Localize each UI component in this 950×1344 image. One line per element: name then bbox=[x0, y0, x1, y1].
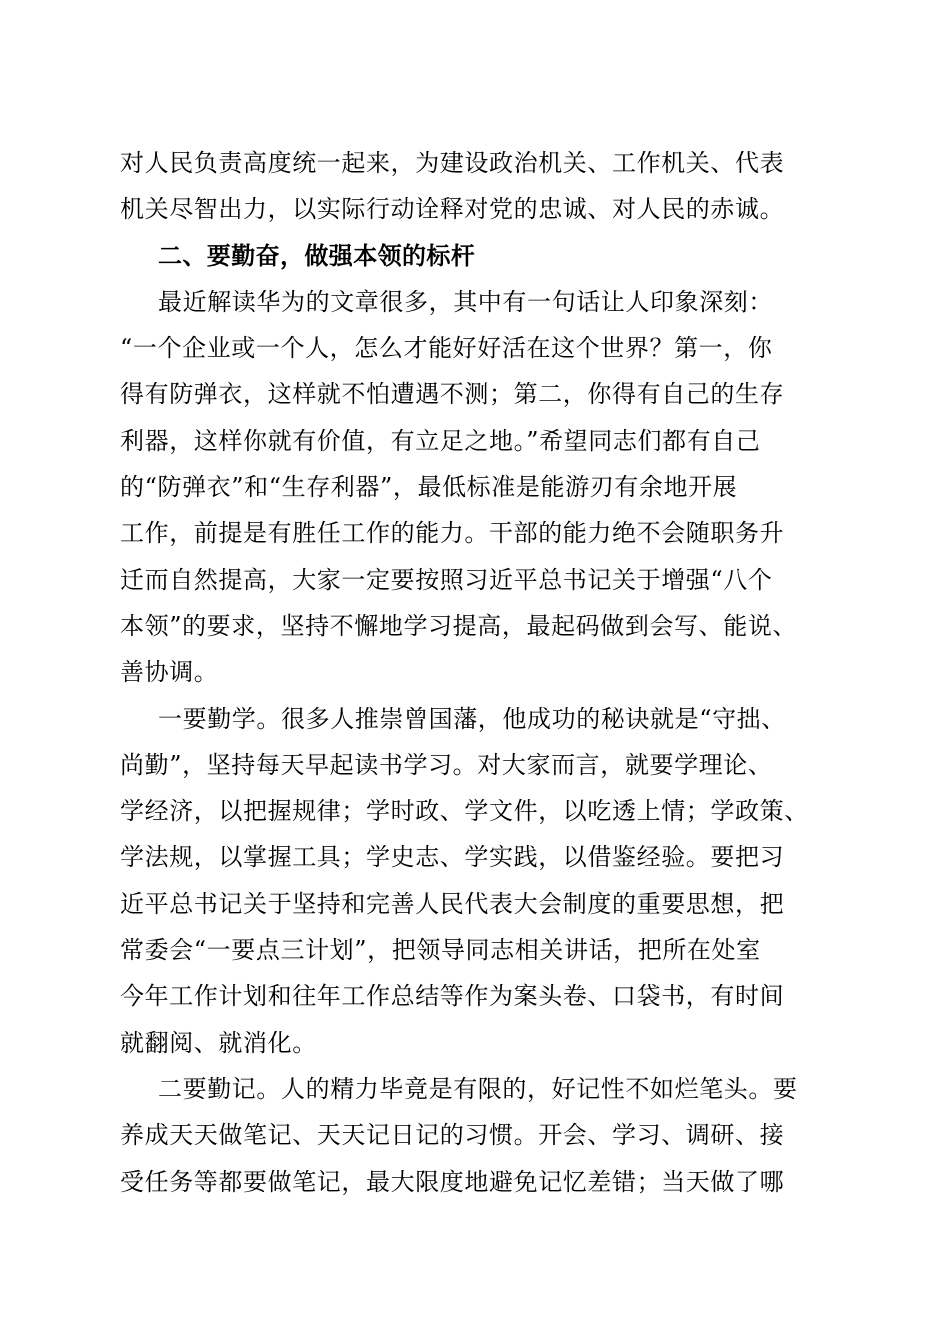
paragraph-line: 二要勤记。人的精力毕竟是有限的，好记性不如烂笔头。要 bbox=[158, 1074, 798, 1103]
paragraph-line: 近平总书记关于坚持和完善人民代表大会制度的重要思想，把 bbox=[120, 889, 785, 918]
paragraph-line: “一个企业或一个人，怎么才能好好活在这个世界？第一，你 bbox=[120, 334, 773, 363]
paragraph-line: 得有防弹衣，这样就不怕遭遇不测；第二，你得有自己的生存 bbox=[120, 380, 785, 409]
paragraph-line: 机关尽智出力，以实际行动诠释对党的忠诚、对人民的赤诚。 bbox=[120, 195, 785, 224]
paragraph-line: 善协调。 bbox=[120, 658, 219, 687]
paragraph-line: 的“防弹衣”和“生存利器”，最低标准是能游刃有余地开展 bbox=[120, 473, 738, 502]
paragraph-line: 一要勤学。很多人推崇曾国藩，他成功的秘诀就是“守拙、 bbox=[158, 704, 786, 733]
paragraph-line: 学经济，以把握规律；学时政、学文件，以吃透上情；学政策、 bbox=[120, 797, 809, 826]
paragraph-line: 受任务等都要做笔记，最大限度地避免记忆差错；当天做了哪 bbox=[120, 1167, 785, 1196]
paragraph-line: 养成天天做笔记、天天记日记的习惯。开会、学习、调研、接 bbox=[120, 1121, 785, 1150]
paragraph-line: 学法规，以掌握工具；学史志、学实践，以借鉴经验。要把习 bbox=[120, 843, 785, 872]
paragraph-line: 尚勤”，坚持每天早起读书学习。对大家而言，就要学理论、 bbox=[120, 750, 773, 779]
paragraph-line: 迁而自然提高，大家一定要按照习近平总书记关于增强“八个 bbox=[120, 565, 773, 594]
paragraph-line: 本领”的要求，坚持不懈地学习提高，最起码做到会写、能说、 bbox=[120, 611, 798, 640]
paragraph-line: 利器，这样你就有价值，有立足之地。”希望同志们都有自己 bbox=[120, 426, 761, 455]
paragraph-line: 常委会“一要点三计划”，把领导同志相关讲话，把所在处室 bbox=[120, 936, 761, 965]
paragraph-line: 最近解读华为的文章很多，其中有一句话让人印象深刻： bbox=[158, 287, 773, 316]
paragraph-line: 今年工作计划和往年工作总结等作为案头卷、口袋书，有时间 bbox=[120, 982, 785, 1011]
paragraph-line: 对人民负责高度统一起来，为建设政治机关、工作机关、代表 bbox=[120, 149, 785, 177]
document-body bbox=[120, 140, 840, 1205]
section-heading: 二、要勤奋，做强本领的标杆 bbox=[158, 241, 476, 270]
paragraph-line: 工作，前提是有胜任工作的能力。干部的能力绝不会随职务升 bbox=[120, 519, 785, 548]
paragraph-line: 就翻阅、就消化。 bbox=[120, 1028, 317, 1057]
